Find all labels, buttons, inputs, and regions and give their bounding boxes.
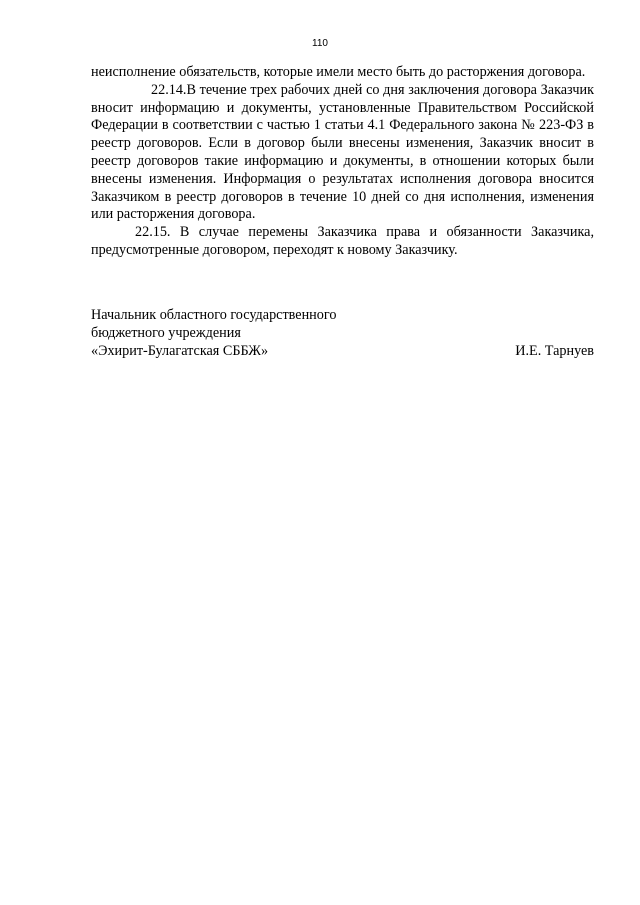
signature-organization: «Эхирит-Булагатская СББЖ» bbox=[91, 342, 269, 359]
paragraph-continuation: неисполнение обязательств, которые имели место быть до расторжения договора. bbox=[91, 64, 586, 80]
document-body bbox=[91, 64, 594, 260]
paragraph-text: В течение трех рабочих дней со дня заключения договора Заказчик вносит информацию и документы, установленные Правительством Российской Федерации в соответствии с частью 1 статьи 4.1 Федерального закона № 223-ФЗ в реестр договоров. Если в договор были внесены изменения, Заказчик вносит в реестр договоров такие информацию и документы, в отношении которых были внесены изменения. Информация о результатах исполнения договора вносится Заказчиком в реестр договоров в течение 10 дней со дня исполнения, изменения или расторжения договора. bbox=[91, 81, 594, 223]
paragraph-number: 22.14. bbox=[151, 81, 187, 98]
signature-position-line1: Начальник областного государственного bbox=[91, 307, 337, 323]
signatory-name: И.Е. Тарнуев bbox=[515, 342, 594, 359]
paragraph-number: 22.15. bbox=[135, 224, 171, 241]
paragraph-22-14 bbox=[91, 82, 594, 224]
signature-block bbox=[91, 307, 594, 360]
paragraph-text: В случае перемены Заказчика права и обязанности Заказчика, предусмотренные договором, переходят к новому Заказчику. bbox=[91, 224, 594, 258]
signature-position-line2: бюджетного учреждения bbox=[91, 324, 241, 341]
page-number: 110 bbox=[312, 38, 328, 49]
paragraph-22-15 bbox=[91, 224, 594, 260]
signature-last-line bbox=[91, 343, 594, 361]
